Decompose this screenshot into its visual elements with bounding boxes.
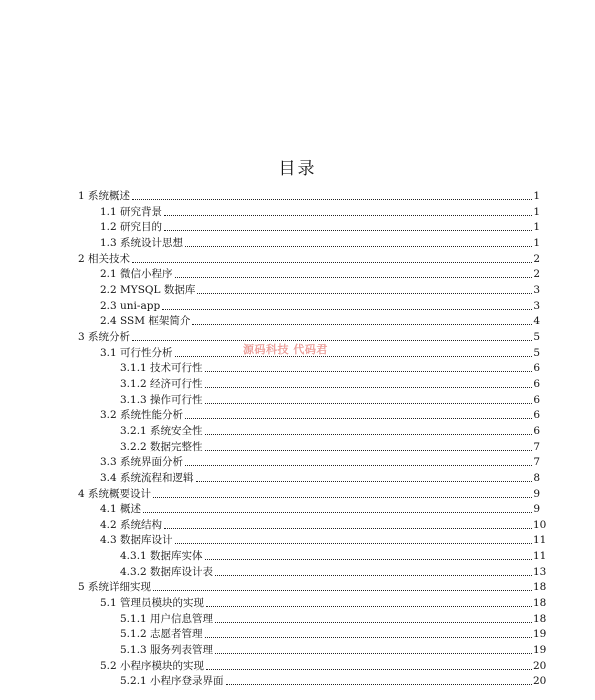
toc-entry[interactable] — [100, 595, 547, 610]
toc-entry-page: 11 — [533, 550, 547, 563]
toc-entry[interactable] — [78, 485, 540, 500]
toc-entry[interactable] — [120, 611, 547, 626]
toc-entry-page: 20 — [533, 675, 547, 688]
toc-entry-label: 3.3 系统界面分析 — [100, 456, 184, 469]
toc-entry-page: 18 — [533, 597, 547, 610]
toc-entry-label: 3.2 系统性能分析 — [100, 409, 184, 422]
toc-entry-page: 3 — [533, 299, 540, 312]
toc-entry[interactable] — [100, 470, 540, 485]
toc-dot-leader — [205, 450, 532, 451]
toc-entry[interactable] — [100, 532, 547, 547]
toc-dot-leader — [185, 465, 532, 466]
toc-entry-label: 3.1.3 操作可行性 — [120, 393, 203, 406]
toc-entry[interactable] — [120, 642, 547, 657]
toc-entry[interactable] — [120, 564, 547, 579]
toc-entry-label: 5.2 小程序模块的实现 — [100, 659, 205, 672]
toc-entry[interactable] — [100, 454, 540, 469]
toc-entry-page: 19 — [533, 644, 547, 657]
toc-dot-leader — [162, 309, 532, 310]
toc-entry-label: 3.2.1 系统安全性 — [120, 424, 203, 437]
toc-dot-leader — [132, 262, 532, 263]
watermark: 源码科技 代码君 — [243, 343, 328, 356]
toc-entry-page: 6 — [533, 424, 540, 437]
toc-entry[interactable] — [120, 548, 547, 563]
toc-entry-page: 2 — [533, 268, 540, 281]
toc-entry[interactable] — [120, 673, 547, 688]
toc-entry-page: 2 — [533, 252, 540, 265]
toc-entry-page: 18 — [533, 612, 547, 625]
toc-entry-label: 2.3 uni-app — [100, 299, 161, 312]
toc-entry[interactable] — [78, 188, 540, 203]
toc-entry-page: 6 — [533, 409, 540, 422]
toc-entry-label: 4.3 数据库设计 — [100, 534, 173, 547]
toc-dot-leader — [197, 293, 532, 294]
toc-entry-page: 8 — [533, 471, 540, 484]
toc-entry[interactable] — [100, 282, 540, 297]
toc-entry-page: 1 — [533, 190, 540, 203]
toc-entry-label: 5.1.2 志愿者管理 — [120, 628, 203, 641]
toc-dot-leader — [205, 559, 532, 560]
toc-entry[interactable] — [78, 251, 540, 266]
toc-dot-leader — [153, 497, 532, 498]
toc-entry-page: 5 — [533, 331, 540, 344]
toc-entry-page: 5 — [533, 346, 540, 359]
toc-entry[interactable] — [100, 298, 540, 313]
toc-entry-label: 3.1 可行性分析 — [100, 346, 173, 359]
toc-entry-page: 19 — [533, 628, 547, 641]
toc-entry-label: 1.2 研究目的 — [100, 221, 163, 234]
toc-entry-page: 6 — [533, 362, 540, 375]
toc-entry-page: 1 — [533, 205, 540, 218]
toc-dot-leader — [205, 403, 532, 404]
toc-dot-leader — [132, 340, 532, 341]
toc-entry-page: 18 — [533, 581, 547, 594]
toc-entry-label: 3.1.1 技术可行性 — [120, 362, 203, 375]
toc-entry-page: 11 — [533, 534, 547, 547]
toc-entry[interactable] — [100, 517, 547, 532]
toc-dot-leader — [164, 528, 532, 529]
toc-entry-page: 9 — [533, 503, 540, 516]
toc-entry[interactable] — [100, 204, 540, 219]
toc-dot-leader — [153, 590, 532, 591]
toc-dot-leader — [185, 418, 532, 419]
toc-entry-label: 3.4 系统流程和逻辑 — [100, 471, 194, 484]
toc-entry-label: 4.1 概述 — [100, 503, 142, 516]
toc-entry[interactable] — [100, 313, 540, 328]
toc-dot-leader — [205, 637, 532, 638]
toc-entry-page: 4 — [533, 315, 540, 328]
toc-entry-label: 3.2.2 数据完整性 — [120, 440, 203, 453]
toc-entry-page: 13 — [533, 565, 547, 578]
toc-entry-label: 5.1.3 服务列表管理 — [120, 644, 214, 657]
toc-dot-leader — [164, 230, 532, 231]
toc-entry[interactable] — [100, 266, 540, 281]
toc-entry-label: 3.1.2 经济可行性 — [120, 377, 203, 390]
toc-entry-label: 2 相关技术 — [78, 252, 131, 265]
toc-entry[interactable] — [78, 579, 547, 594]
toc-dot-leader — [215, 622, 532, 623]
toc-entry[interactable] — [120, 423, 540, 438]
toc-dot-leader — [164, 215, 532, 216]
toc-entry-label: 5.1 管理员模块的实现 — [100, 597, 205, 610]
toc-dot-leader — [215, 575, 532, 576]
toc-dot-leader — [132, 199, 532, 200]
toc-dot-leader — [185, 246, 532, 247]
toc-entry-label: 1 系统概述 — [78, 190, 131, 203]
toc-entry-page: 3 — [533, 284, 540, 297]
toc-entry-label: 2.1 微信小程序 — [100, 268, 173, 281]
toc-entry-page: 10 — [533, 518, 547, 531]
toc-entry-page: 7 — [533, 456, 540, 469]
toc-entry-page: 1 — [533, 237, 540, 250]
toc-dot-leader — [175, 543, 532, 544]
toc-dot-leader — [175, 277, 532, 278]
toc-entry-page: 20 — [533, 659, 547, 672]
toc-entry[interactable] — [100, 501, 540, 516]
toc-entry[interactable] — [100, 658, 547, 673]
toc-entry-label: 5.1.1 用户信息管理 — [120, 612, 214, 625]
toc-entry[interactable] — [120, 360, 540, 375]
toc-entry-label: 2.2 MYSQL 数据库 — [100, 284, 196, 297]
toc-entry-label: 1.3 系统设计思想 — [100, 237, 184, 250]
toc-entry-label: 5 系统详细实现 — [78, 581, 152, 594]
toc-entry[interactable] — [120, 376, 540, 391]
toc-entry[interactable] — [100, 219, 540, 234]
toc-entry-label: 3 系统分析 — [78, 331, 131, 344]
toc-entry[interactable] — [100, 235, 540, 250]
toc-entry-page: 1 — [533, 221, 540, 234]
toc-entry-label: 4.3.2 数据库设计表 — [120, 565, 214, 578]
toc-dot-leader — [175, 356, 532, 357]
toc-dot-leader — [206, 606, 532, 607]
toc-entry-label: 4.2 系统结构 — [100, 518, 163, 531]
toc-entry-label: 5.2.1 小程序登录界面 — [120, 675, 224, 688]
toc-entry-label: 4.3.1 数据库实体 — [120, 550, 203, 563]
toc-entry-page: 6 — [533, 393, 540, 406]
toc-entry[interactable] — [120, 391, 540, 406]
toc-entry-page: 9 — [533, 487, 540, 500]
toc-entry[interactable] — [120, 626, 547, 641]
toc-title: 目录 — [278, 159, 317, 179]
toc-dot-leader — [205, 387, 532, 388]
toc-dot-leader — [205, 371, 532, 372]
toc-entry-label: 4 系统概要设计 — [78, 487, 152, 500]
toc-entry-page: 7 — [533, 440, 540, 453]
toc-dot-leader — [215, 653, 532, 654]
toc-dot-leader — [205, 434, 532, 435]
toc-entry[interactable] — [100, 407, 540, 422]
toc-entry-page: 6 — [533, 377, 540, 390]
toc-dot-leader — [192, 324, 532, 325]
toc-entry[interactable] — [120, 438, 540, 453]
toc-entry-label: 1.1 研究背景 — [100, 205, 163, 218]
toc-dot-leader — [196, 481, 532, 482]
toc-dot-leader — [143, 512, 532, 513]
toc-dot-leader — [226, 684, 532, 685]
toc-entry-label: 2.4 SSM 框架简介 — [100, 315, 191, 328]
toc-dot-leader — [206, 669, 532, 670]
